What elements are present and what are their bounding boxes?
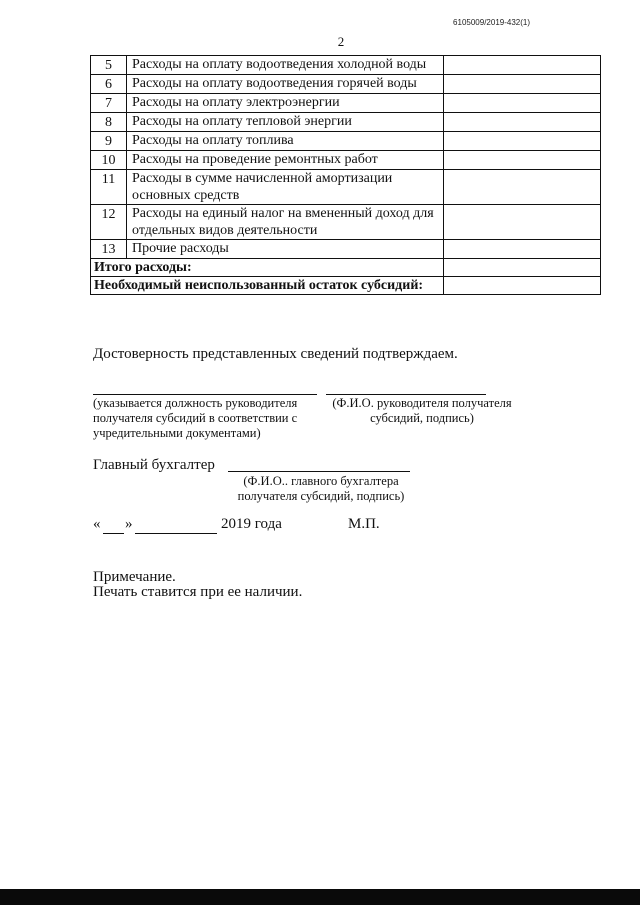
accountant-label: Главный бухгалтер bbox=[93, 457, 215, 473]
row-number: 10 bbox=[91, 151, 127, 170]
row-number: 12 bbox=[91, 205, 127, 240]
row-label: Расходы на оплату водоотведения холодной воды bbox=[127, 56, 444, 75]
date-close-quote: » bbox=[125, 516, 133, 532]
scan-edge bbox=[0, 889, 640, 905]
row-value bbox=[444, 170, 601, 205]
total-label: Итого расходы: bbox=[91, 259, 444, 277]
table-row bbox=[91, 240, 601, 259]
row-label: Расходы на оплату тепловой энергии bbox=[127, 113, 444, 132]
row-value bbox=[444, 113, 601, 132]
position-caption: (указывается должность руководителя получателя субсидий в соответствии с учредительными документами) bbox=[93, 396, 298, 440]
row-label: Расходы на оплату электроэнергии bbox=[127, 94, 444, 113]
date-year: 2019 года bbox=[221, 516, 282, 532]
row-number: 7 bbox=[91, 94, 127, 113]
row-label: Расходы на проведение ремонтных работ bbox=[127, 151, 444, 170]
total-value bbox=[444, 259, 601, 277]
total-row bbox=[91, 259, 601, 277]
name-caption: (Ф.И.О. руководителя получателя субсидий, подпись) bbox=[332, 396, 512, 425]
table-row bbox=[91, 151, 601, 170]
table-row bbox=[91, 94, 601, 113]
row-value bbox=[444, 75, 601, 94]
note-title: Примечание. bbox=[93, 569, 176, 585]
page-number: 2 bbox=[337, 34, 345, 49]
table-row bbox=[91, 132, 601, 151]
remainder-value bbox=[444, 277, 601, 295]
table-row bbox=[91, 170, 601, 205]
stamp-place: М.П. bbox=[348, 516, 380, 532]
row-number: 9 bbox=[91, 132, 127, 151]
table-row bbox=[91, 56, 601, 75]
name-signature-line bbox=[326, 394, 486, 395]
certification-text: Достоверность представленных сведений подтверждаем. bbox=[93, 346, 458, 362]
remainder-label: Необходимый неиспользованный остаток субсидий: bbox=[91, 277, 444, 295]
row-value bbox=[444, 94, 601, 113]
table-row bbox=[91, 113, 601, 132]
row-label: Прочие расходы bbox=[127, 240, 444, 259]
row-value bbox=[444, 205, 601, 240]
row-label: Расходы на единый налог на вмененный доход для отдельных видов деятельности bbox=[127, 205, 444, 240]
accountant-signature-line bbox=[228, 471, 410, 472]
table-row bbox=[91, 75, 601, 94]
remainder-row bbox=[91, 277, 601, 295]
row-number: 13 bbox=[91, 240, 127, 259]
row-value bbox=[444, 132, 601, 151]
row-value bbox=[444, 240, 601, 259]
row-value bbox=[444, 151, 601, 170]
date-month-line bbox=[135, 533, 217, 534]
date-day-line bbox=[103, 533, 124, 534]
document-id: 6105009/2019-432(1) bbox=[453, 18, 530, 27]
date-open-quote: « bbox=[93, 516, 101, 532]
accountant-caption: (Ф.И.О.. главного бухгалтера получателя субсидий, подпись) bbox=[237, 474, 405, 503]
expenses-table bbox=[90, 55, 601, 295]
row-value bbox=[444, 56, 601, 75]
position-signature-line bbox=[93, 394, 317, 395]
row-number: 11 bbox=[91, 170, 127, 205]
row-label: Расходы на оплату водоотведения горячей воды bbox=[127, 75, 444, 94]
row-label: Расходы на оплату топлива bbox=[127, 132, 444, 151]
row-number: 5 bbox=[91, 56, 127, 75]
table-row bbox=[91, 205, 601, 240]
row-number: 6 bbox=[91, 75, 127, 94]
row-number: 8 bbox=[91, 113, 127, 132]
row-label: Расходы в сумме начисленной амортизации основных средств bbox=[127, 170, 444, 205]
note-text: Печать ставится при ее наличии. bbox=[93, 584, 303, 600]
